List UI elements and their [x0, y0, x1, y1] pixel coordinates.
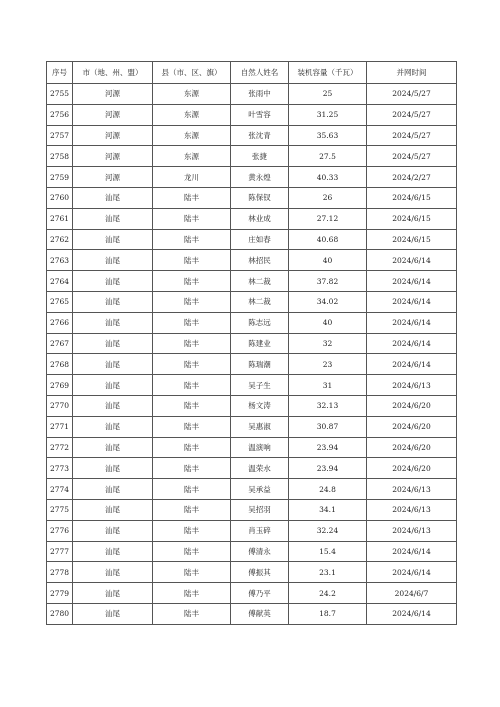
table-row — [47, 458, 457, 479]
cell-city: 汕尾 — [73, 333, 153, 354]
table-row — [47, 603, 457, 624]
cell-person-name: 傅振其 — [231, 562, 289, 583]
cell-capacity: 18.7 — [289, 603, 367, 624]
cell-person-name: 温荣水 — [231, 458, 289, 479]
cell-person-name: 林业成 — [231, 208, 289, 229]
cell-capacity: 24.2 — [289, 583, 367, 604]
cell-county: 陆丰 — [153, 312, 231, 333]
cell-county: 陆丰 — [153, 416, 231, 437]
cell-index: 2776 — [47, 520, 73, 541]
cell-capacity: 31 — [289, 375, 367, 396]
cell-county: 东源 — [153, 104, 231, 125]
cell-capacity: 24.8 — [289, 479, 367, 500]
cell-county: 陆丰 — [153, 333, 231, 354]
cell-capacity: 23.1 — [289, 562, 367, 583]
cell-grid-date: 2024/6/14 — [367, 603, 457, 624]
table-row — [47, 541, 457, 562]
table-row — [47, 437, 457, 458]
cell-capacity: 34.02 — [289, 291, 367, 312]
cell-index: 2765 — [47, 291, 73, 312]
cell-grid-date: 2024/6/15 — [367, 187, 457, 208]
table-row — [47, 208, 457, 229]
cell-county: 东源 — [153, 146, 231, 167]
cell-capacity: 23 — [289, 354, 367, 375]
header-index: 序号 — [47, 62, 73, 84]
cell-grid-date: 2024/5/27 — [367, 146, 457, 167]
cell-county: 陆丰 — [153, 437, 231, 458]
cell-person-name: 林二裁 — [231, 291, 289, 312]
cell-city: 河源 — [73, 104, 153, 125]
cell-grid-date: 2024/6/14 — [367, 271, 457, 292]
cell-index: 2769 — [47, 375, 73, 396]
cell-person-name: 吴承益 — [231, 479, 289, 500]
cell-index: 2762 — [47, 229, 73, 250]
table-row — [47, 520, 457, 541]
cell-capacity: 37.82 — [289, 271, 367, 292]
cell-person-name: 傅献英 — [231, 603, 289, 624]
cell-index: 2767 — [47, 333, 73, 354]
header-city: 市（地、州、盟） — [73, 62, 153, 84]
cell-grid-date: 2024/6/20 — [367, 395, 457, 416]
cell-county: 龙川 — [153, 167, 231, 188]
cell-city: 河源 — [73, 84, 153, 105]
cell-person-name: 黄永煌 — [231, 167, 289, 188]
cell-county: 陆丰 — [153, 187, 231, 208]
cell-capacity: 27.12 — [289, 208, 367, 229]
cell-person-name: 陈建业 — [231, 333, 289, 354]
cell-county: 陆丰 — [153, 541, 231, 562]
cell-capacity: 40.33 — [289, 167, 367, 188]
table-header-row — [47, 62, 457, 84]
cell-index: 2756 — [47, 104, 73, 125]
table-row — [47, 395, 457, 416]
cell-person-name: 吴惠淑 — [231, 416, 289, 437]
cell-grid-date: 2024/6/14 — [367, 562, 457, 583]
table-row — [47, 187, 457, 208]
cell-index: 2757 — [47, 125, 73, 146]
cell-index: 2774 — [47, 479, 73, 500]
cell-county: 陆丰 — [153, 395, 231, 416]
cell-index: 2772 — [47, 437, 73, 458]
cell-grid-date: 2024/6/14 — [367, 354, 457, 375]
cell-index: 2778 — [47, 562, 73, 583]
table-row — [47, 271, 457, 292]
cell-capacity: 30.87 — [289, 416, 367, 437]
cell-person-name: 庄如春 — [231, 229, 289, 250]
cell-county: 陆丰 — [153, 229, 231, 250]
cell-person-name: 傅清永 — [231, 541, 289, 562]
cell-capacity: 35.63 — [289, 125, 367, 146]
table-row — [47, 84, 457, 105]
cell-city: 河源 — [73, 167, 153, 188]
cell-index: 2759 — [47, 167, 73, 188]
cell-index: 2760 — [47, 187, 73, 208]
table-row — [47, 250, 457, 271]
cell-city: 河源 — [73, 146, 153, 167]
cell-capacity: 23.94 — [289, 458, 367, 479]
cell-city: 汕尾 — [73, 250, 153, 271]
cell-city: 汕尾 — [73, 583, 153, 604]
cell-capacity: 34.1 — [289, 499, 367, 520]
table-row — [47, 146, 457, 167]
cell-person-name: 肖玉碎 — [231, 520, 289, 541]
cell-capacity: 26 — [289, 187, 367, 208]
cell-city: 汕尾 — [73, 458, 153, 479]
cell-county: 东源 — [153, 84, 231, 105]
cell-city: 汕尾 — [73, 187, 153, 208]
cell-county: 陆丰 — [153, 375, 231, 396]
cell-grid-date: 2024/6/13 — [367, 499, 457, 520]
cell-person-name: 林招民 — [231, 250, 289, 271]
cell-grid-date: 2024/6/14 — [367, 250, 457, 271]
cell-index: 2780 — [47, 603, 73, 624]
table-row — [47, 229, 457, 250]
table-row — [47, 562, 457, 583]
cell-person-name: 温演响 — [231, 437, 289, 458]
cell-index: 2761 — [47, 208, 73, 229]
cell-county: 陆丰 — [153, 499, 231, 520]
cell-city: 汕尾 — [73, 395, 153, 416]
cell-capacity: 40 — [289, 312, 367, 333]
cell-grid-date: 2024/6/20 — [367, 416, 457, 437]
cell-person-name: 陈志远 — [231, 312, 289, 333]
cell-index: 2766 — [47, 312, 73, 333]
cell-capacity: 31.25 — [289, 104, 367, 125]
cell-city: 汕尾 — [73, 416, 153, 437]
table-row — [47, 104, 457, 125]
table-row — [47, 416, 457, 437]
cell-city: 汕尾 — [73, 229, 153, 250]
cell-capacity: 15.4 — [289, 541, 367, 562]
cell-index: 2779 — [47, 583, 73, 604]
cell-person-name: 杨文涛 — [231, 395, 289, 416]
cell-grid-date: 2024/6/14 — [367, 333, 457, 354]
cell-person-name: 陈保钗 — [231, 187, 289, 208]
cell-grid-date: 2024/5/27 — [367, 84, 457, 105]
cell-grid-date: 2024/5/27 — [367, 104, 457, 125]
cell-city: 汕尾 — [73, 520, 153, 541]
cell-index: 2777 — [47, 541, 73, 562]
cell-person-name: 林二裁 — [231, 271, 289, 292]
cell-capacity: 23.94 — [289, 437, 367, 458]
cell-person-name: 张捷 — [231, 146, 289, 167]
table-row — [47, 312, 457, 333]
cell-index: 2771 — [47, 416, 73, 437]
cell-city: 汕尾 — [73, 499, 153, 520]
header-grid-date: 并网时间 — [367, 62, 457, 84]
cell-capacity: 25 — [289, 84, 367, 105]
cell-index: 2758 — [47, 146, 73, 167]
cell-grid-date: 2024/6/7 — [367, 583, 457, 604]
header-person-name: 自然人姓名 — [231, 62, 289, 84]
cell-capacity: 40.68 — [289, 229, 367, 250]
cell-county: 陆丰 — [153, 250, 231, 271]
cell-city: 汕尾 — [73, 354, 153, 375]
cell-grid-date: 2024/6/14 — [367, 312, 457, 333]
cell-city: 汕尾 — [73, 291, 153, 312]
cell-index: 2775 — [47, 499, 73, 520]
cell-county: 陆丰 — [153, 603, 231, 624]
header-capacity: 装机容量（千瓦） — [289, 62, 367, 84]
cell-city: 汕尾 — [73, 541, 153, 562]
cell-person-name: 傅乃平 — [231, 583, 289, 604]
cell-person-name: 陈瑞潮 — [231, 354, 289, 375]
cell-index: 2770 — [47, 395, 73, 416]
header-county: 县（市、区、旗） — [153, 62, 231, 84]
cell-city: 汕尾 — [73, 479, 153, 500]
cell-person-name: 张雨中 — [231, 84, 289, 105]
cell-grid-date: 2024/6/14 — [367, 541, 457, 562]
cell-index: 2764 — [47, 271, 73, 292]
cell-index: 2773 — [47, 458, 73, 479]
cell-grid-date: 2024/6/14 — [367, 291, 457, 312]
cell-county: 陆丰 — [153, 291, 231, 312]
cell-county: 陆丰 — [153, 520, 231, 541]
cell-grid-date: 2024/6/13 — [367, 479, 457, 500]
cell-person-name: 张沈青 — [231, 125, 289, 146]
table-row — [47, 479, 457, 500]
table-row — [47, 583, 457, 604]
cell-grid-date: 2024/2/27 — [367, 167, 457, 188]
pv-installation-table — [46, 61, 457, 625]
cell-county: 陆丰 — [153, 583, 231, 604]
cell-grid-date: 2024/5/27 — [367, 125, 457, 146]
cell-capacity: 32 — [289, 333, 367, 354]
cell-county: 陆丰 — [153, 562, 231, 583]
cell-grid-date: 2024/6/13 — [367, 375, 457, 396]
cell-capacity: 32.13 — [289, 395, 367, 416]
table-row — [47, 354, 457, 375]
cell-county: 陆丰 — [153, 354, 231, 375]
cell-grid-date: 2024/6/15 — [367, 229, 457, 250]
cell-grid-date: 2024/6/15 — [367, 208, 457, 229]
cell-county: 陆丰 — [153, 271, 231, 292]
cell-city: 汕尾 — [73, 603, 153, 624]
cell-person-name: 吴子生 — [231, 375, 289, 396]
table-row — [47, 167, 457, 188]
cell-index: 2755 — [47, 84, 73, 105]
table-row — [47, 375, 457, 396]
cell-city: 汕尾 — [73, 562, 153, 583]
cell-county: 陆丰 — [153, 479, 231, 500]
cell-capacity: 40 — [289, 250, 367, 271]
cell-capacity: 27.5 — [289, 146, 367, 167]
cell-city: 汕尾 — [73, 375, 153, 396]
table-row — [47, 291, 457, 312]
table-row — [47, 333, 457, 354]
table-row — [47, 125, 457, 146]
cell-grid-date: 2024/6/20 — [367, 437, 457, 458]
cell-city: 河源 — [73, 125, 153, 146]
cell-city: 汕尾 — [73, 437, 153, 458]
cell-county: 东源 — [153, 125, 231, 146]
cell-county: 陆丰 — [153, 458, 231, 479]
cell-city: 汕尾 — [73, 208, 153, 229]
cell-index: 2768 — [47, 354, 73, 375]
cell-capacity: 32.24 — [289, 520, 367, 541]
cell-person-name: 吴招羽 — [231, 499, 289, 520]
cell-grid-date: 2024/6/20 — [367, 458, 457, 479]
document-page — [46, 61, 456, 625]
cell-county: 陆丰 — [153, 208, 231, 229]
cell-city: 汕尾 — [73, 312, 153, 333]
cell-index: 2763 — [47, 250, 73, 271]
cell-grid-date: 2024/6/13 — [367, 520, 457, 541]
cell-person-name: 叶雪容 — [231, 104, 289, 125]
table-row — [47, 499, 457, 520]
cell-city: 汕尾 — [73, 271, 153, 292]
table-body — [47, 84, 457, 625]
